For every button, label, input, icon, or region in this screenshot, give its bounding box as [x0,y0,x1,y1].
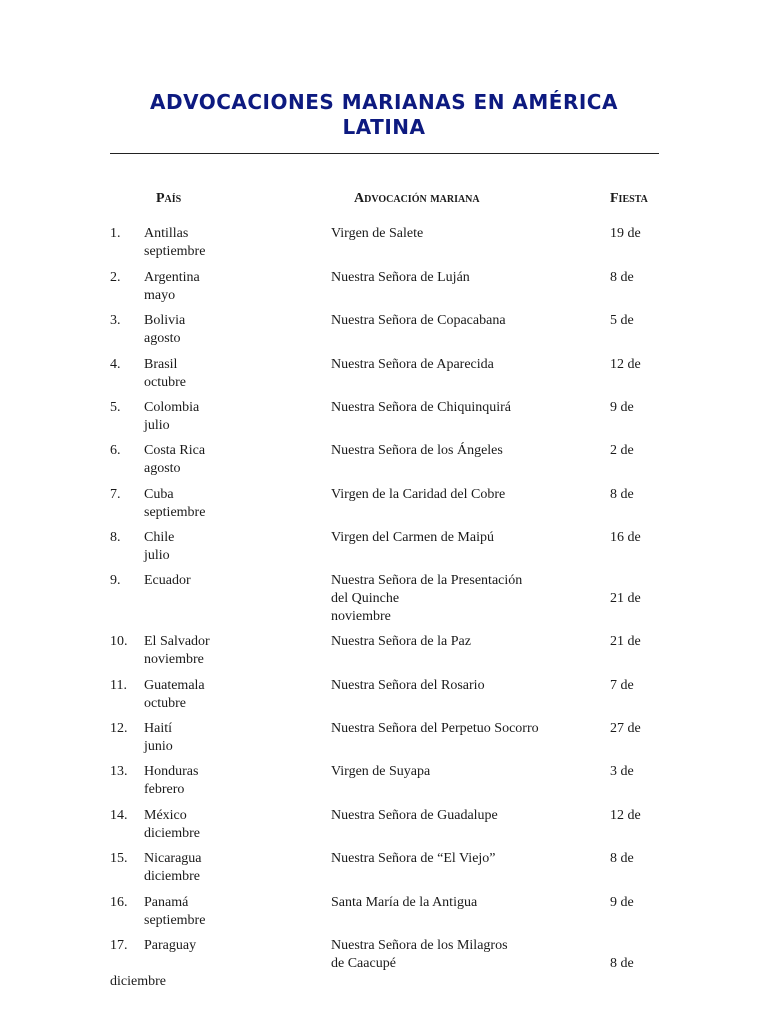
fiesta-month: julio [144,418,170,433]
country-name: Argentina [144,270,200,285]
advocacion-cell [331,850,601,868]
fiesta-month: noviembre [144,652,204,667]
country-cell [144,399,324,435]
row-number: 4. [110,357,121,372]
advocacion-cell [331,763,601,781]
advocacion-line: Nuestra Señora de Copacabana [331,313,506,328]
fiesta-month: diciembre [144,826,200,841]
country-name: Colombia [144,400,200,415]
country-name: Cuba [144,487,174,502]
country-name: Guatemala [144,678,205,693]
fiesta-month: agosto [144,461,181,476]
fiesta-day: 8 de [610,851,634,866]
country-cell [144,225,324,261]
country-cell [144,720,324,756]
advocacion-line: Nuestra Señora del Perpetuo Socorro [331,721,539,736]
fiesta-day: 7 de [610,678,634,693]
row-number: 17. [110,938,128,953]
fiesta-month: septiembre [144,913,206,928]
advocacion-cell [331,486,601,504]
country-cell [144,572,324,590]
fiesta-day: 27 de [610,721,641,736]
fiesta-day: 9 de [610,895,634,910]
advocacion-line: Virgen de Suyapa [331,764,431,779]
country-cell [144,442,324,478]
country-name: Bolivia [144,313,186,328]
country-cell [144,894,324,930]
row-number: 2. [110,270,121,285]
row-number: 9. [110,573,121,588]
advocacion-line: Nuestra Señora de “El Viejo” [331,851,496,866]
advocacion-line: Nuestra Señora de Luján [331,270,470,285]
country-name: Nicaragua [144,851,202,866]
advocacion-cell [331,807,601,825]
fiesta-day: 3 de [610,764,634,779]
country-cell [144,850,324,886]
country-cell [144,486,324,522]
advocacion-line: Nuestra Señora de Aparecida [331,357,494,372]
country-name: México [144,808,187,823]
fiesta-day: 21 de [610,591,641,606]
row-number: 8. [110,530,121,545]
fiesta-month: octubre [144,375,186,390]
country-name: Antillas [144,226,189,241]
column-header-pais: País [156,191,182,206]
advocacion-line: Virgen del Carmen de Maipú [331,530,494,545]
advocacion-cell [331,312,601,330]
country-cell [144,937,324,955]
fiesta-day: 8 de [610,487,634,502]
country-cell [144,269,324,305]
advocacion-cell [331,442,601,460]
fiesta-month: septiembre [144,244,206,259]
advocacion-line: Virgen de Salete [331,226,424,241]
advocacion-line: Santa María de la Antigua [331,895,478,910]
fiesta-day: 19 de [610,226,641,241]
advocacion-line: Nuestra Señora de la Paz [331,634,471,649]
row-number: 12. [110,721,128,736]
country-name: Honduras [144,764,199,779]
advocacion-line: del Quinche [331,591,400,606]
country-name: Chile [144,530,175,545]
trailing-month: diciembre [110,974,166,989]
country-name: Paraguay [144,938,197,953]
fiesta-month: febrero [144,782,185,797]
row-number: 5. [110,400,121,415]
country-cell [144,633,324,669]
fiesta-day: 12 de [610,808,641,823]
row-number: 14. [110,808,128,823]
advocacion-cell [331,269,601,287]
row-number: 7. [110,487,121,502]
fiesta-day: 8 de [610,956,634,971]
advocacion-cell [331,633,601,651]
advocacion-line: Nuestra Señora de Guadalupe [331,808,498,823]
advocacion-cell [331,677,601,695]
fiesta-day: 12 de [610,357,641,372]
advocacion-line: Nuestra Señora de los Milagros [331,938,508,953]
row-number: 6. [110,443,121,458]
country-cell [144,312,324,348]
advocacion-line: Virgen de la Caridad del Cobre [331,487,506,502]
country-cell [144,356,324,392]
fiesta-day: 2 de [610,443,634,458]
fiesta-day: 16 de [610,530,641,545]
advocacion-line: Nuestra Señora del Rosario [331,678,485,693]
column-header-advocacion: Advocación mariana [354,191,480,206]
country-name: Brasil [144,357,178,372]
advocacion-cell [331,720,601,738]
fiesta-day: 5 de [610,313,634,328]
advocacion-line: Nuestra Señora de los Ángeles [331,443,503,458]
fiesta-month: agosto [144,331,181,346]
fiesta-day: 9 de [610,400,634,415]
row-number: 10. [110,634,128,649]
row-number: 16. [110,895,128,910]
advocacion-line: de Caacupé [331,956,396,971]
row-number: 1. [110,226,121,241]
column-header-fiesta: Fiesta [610,191,648,206]
document-title: ADVOCACIONES MARIANAS EN AMÉRICA LATINA [150,90,618,139]
advocacion-cell [331,399,601,417]
fiesta-month: diciembre [144,869,200,884]
advocacion-cell [331,572,601,626]
country-name: Panamá [144,895,189,910]
fiesta-month: junio [144,739,173,754]
fiesta-month: julio [144,548,170,563]
advocacion-cell [331,356,601,374]
advocacion-line: Nuestra Señora de Chiquinquirá [331,400,512,415]
row-number: 13. [110,764,128,779]
advocacion-line: Nuestra Señora de la Presentación [331,573,523,588]
fiesta-day: 21 de [610,634,641,649]
row-number: 11. [110,678,127,693]
country-cell [144,529,324,565]
advocacion-cell [331,529,601,547]
fiesta-day: 8 de [610,270,634,285]
advocacion-line: noviembre [331,609,391,624]
advocacion-cell [331,225,601,243]
country-name: El Salvador [144,634,210,649]
row-number: 3. [110,313,121,328]
country-cell [144,677,324,713]
country-name: Costa Rica [144,443,206,458]
country-cell [144,763,324,799]
advocacion-cell [331,894,601,912]
fiesta-month: octubre [144,696,186,711]
country-cell [144,807,324,843]
country-name: Ecuador [144,573,191,588]
fiesta-month: septiembre [144,505,206,520]
advocacion-cell [331,937,601,973]
country-name: Haití [144,721,172,736]
fiesta-month: mayo [144,288,176,303]
row-number: 15. [110,851,128,866]
